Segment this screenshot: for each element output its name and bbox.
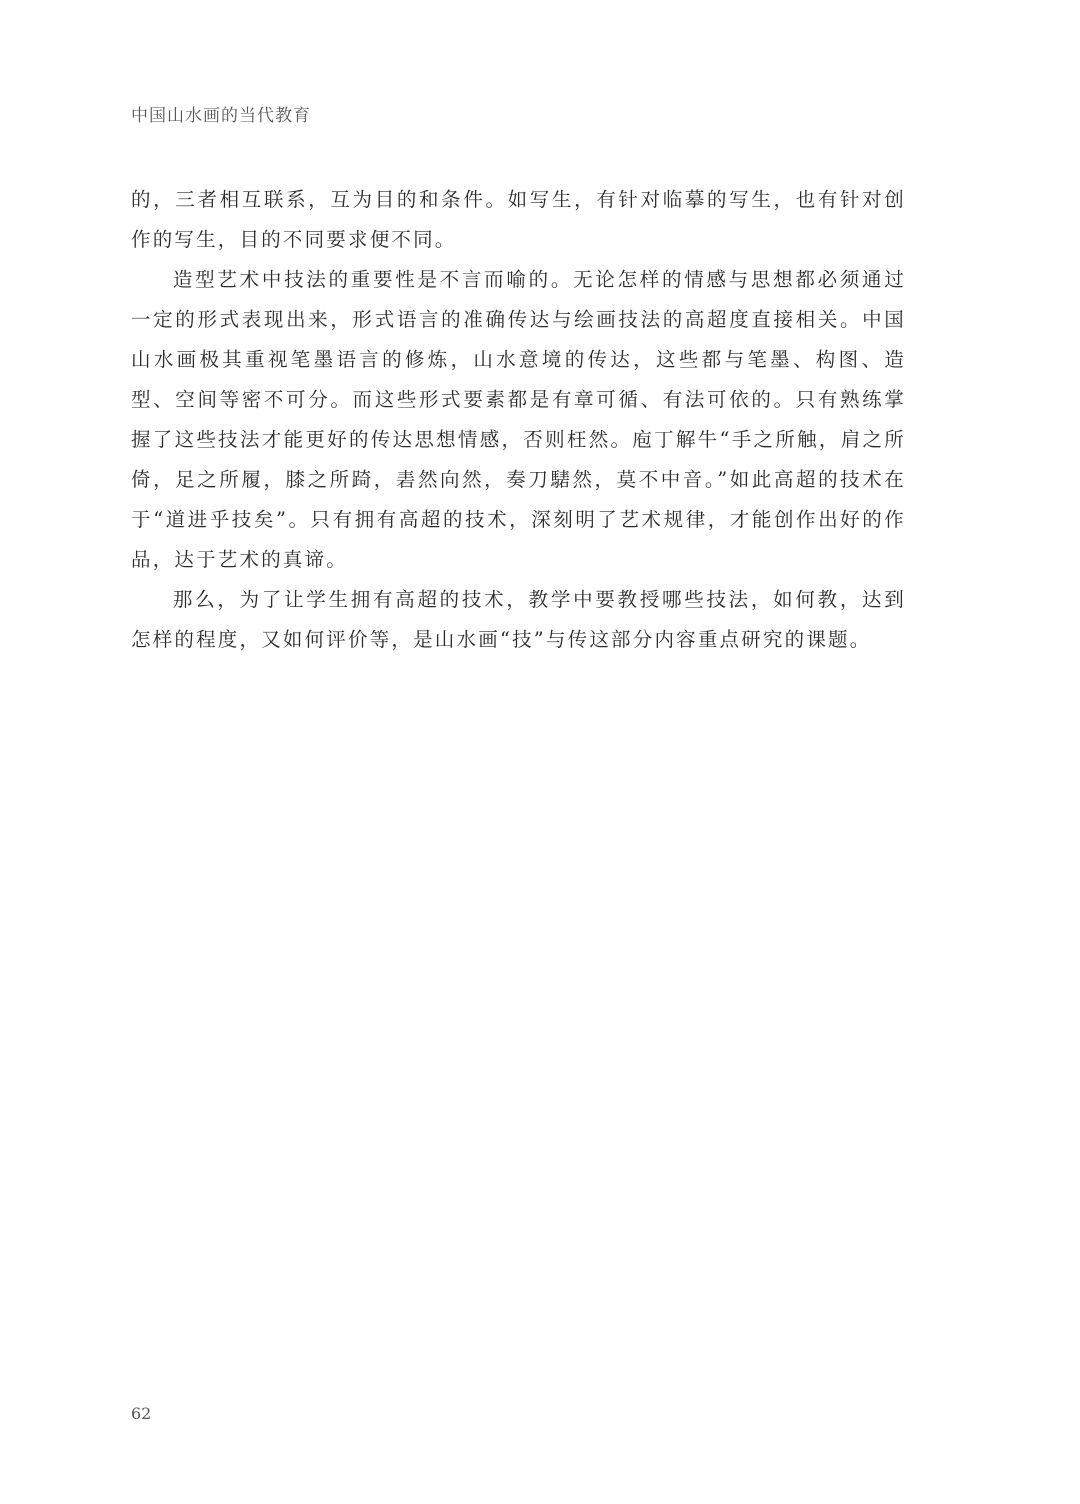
- paragraph-continuation: 的，三者相互联系，互为目的和条件。如写生，有针对临摹的写生，也有针对创作的写生，目的不同要求便不同。: [131, 188, 906, 251]
- running-header: 中国山水画的当代教育: [131, 106, 311, 126]
- paragraph-technique-importance: 造型艺术中技法的重要性是不言而喻的。无论怎样的情感与思想都必须通过一定的形式表现出来，形式语言的准确传达与绘画技法的高超度直接相关。中国山水画极其重视笔墨语言的修炼，山水意境的传达，这些都与笔墨、构图、造型、空间等密不可分。而这些形式要素都是有章可循、有法可依的。只有熟练掌握了这些技法才能更好的传达思想情感，否则枉然。庖丁解牛“手之所触，肩之所倚，足之所履，膝之所踦，砉然向然，奏刀騞然，莫不中音。”如此高超的技术在于“道进乎技矣”。只有拥有高超的技术，深刻明了艺术规律，才能创作出好的作品，达于艺术的真谛。: [131, 268, 906, 571]
- body-text: [131, 180, 906, 660]
- page-number: 62: [131, 1404, 152, 1423]
- paragraph-teaching-question: 那么，为了让学生拥有高超的技术，教学中要教授哪些技法，如何教，达到怎样的程度，又如何评价等，是山水画“技”与传这部分内容重点研究的课题。: [131, 588, 906, 651]
